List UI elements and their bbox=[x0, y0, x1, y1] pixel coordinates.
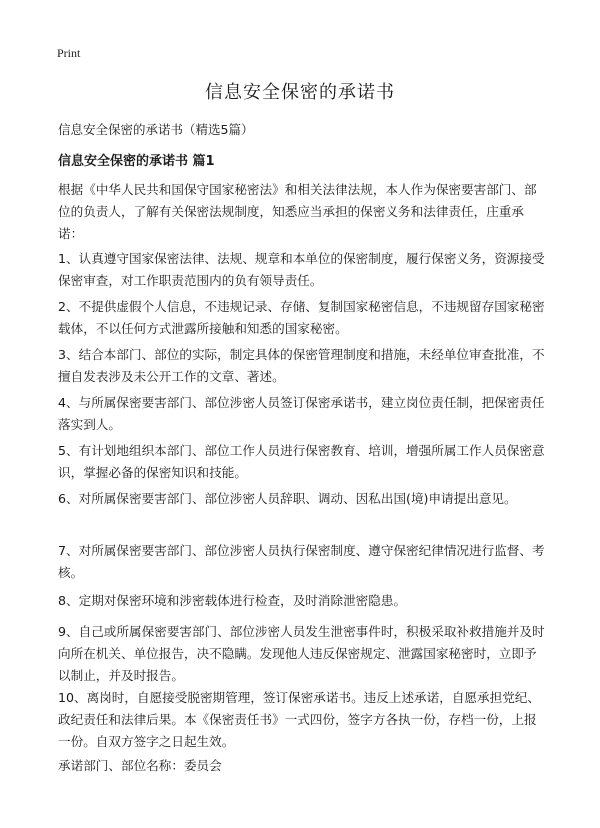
print-label: Print bbox=[57, 46, 81, 60]
commitment-item-8: 8、定期对保密环境和涉密载体进行检查，及时消除泄密隐患。 bbox=[58, 593, 407, 608]
document-subtitle: 信息安全保密的承诺书（精选5篇） bbox=[58, 122, 254, 137]
intro-paragraph: 根据《中华人民共和国保守国家秘密法》和相关法律法规，本人作为保密要害部门、部位的负责人，了解有关保密法规制度，知悉应当承担的保密义务和法律责任，庄重承诺： bbox=[58, 182, 537, 241]
commitment-item-5: 5、有计划地组织本部门、部位工作人员进行保密教育、培训，增强所属工作人员保密意识，掌握必备的保密知识和技能。 bbox=[58, 443, 545, 480]
section-heading: 信息安全保密的承诺书 篇1 bbox=[58, 154, 215, 169]
commitment-item-7: 7、对所属保密要害部门、部位涉密人员执行保密制度、遵守保密纪律情况进行监督、考核。 bbox=[58, 543, 545, 580]
commitment-item-6: 6、对所属保密要害部门、部位涉密人员辞职、调动、因私出国(境)申请提出意见。 bbox=[58, 491, 517, 506]
commitment-item-4: 4、与所属保密要害部门、部位涉密人员签订保密承诺书，建立岗位责任制，把保密责任落实到人。 bbox=[58, 395, 545, 432]
commitment-item-2: 2、不提供虚假个人信息，不违规记录、存储、复制国家秘密信息，不违规留存国家秘密载体，不以任何方式泄露所接触和知悉的国家秘密。 bbox=[58, 299, 545, 336]
commitment-item-9: 9、自己或所属保密要害部门、部位涉密人员发生泄密事件时，积极采取补救措施并及时向所在机关、单位报告，决不隐瞒。发现他人违反保密规定、泄露国家秘密时，立即予以制止，并及时报告。 bbox=[58, 624, 545, 683]
page-title: 信息安全保密的承诺书 bbox=[205, 82, 395, 103]
commitment-item-1: 1、认真遵守国家保密法律、法规、规章和本单位的保密制度，履行保密义务，资源接受保密审查，对工作职责范围内的负有领导责任。 bbox=[58, 251, 545, 288]
commitment-item-10: 10、离岗时，自愿接受脱密期管理，签订保密承诺书。违反上述承诺，自愿承担党纪、政纪责任和法律后果。本《保密责任书》一式四份，签字方各执一份，存档一份，上报一份。自双方签字之日起生效。 bbox=[58, 690, 540, 749]
signature-line: 承诺部门、部位名称：委员会 bbox=[58, 758, 222, 773]
commitment-item-3: 3、结合本部门、部位的实际，制定具体的保密管理制度和措施，未经单位审查批准，不擅自发表涉及未公开工作的文章、著述。 bbox=[58, 347, 545, 384]
